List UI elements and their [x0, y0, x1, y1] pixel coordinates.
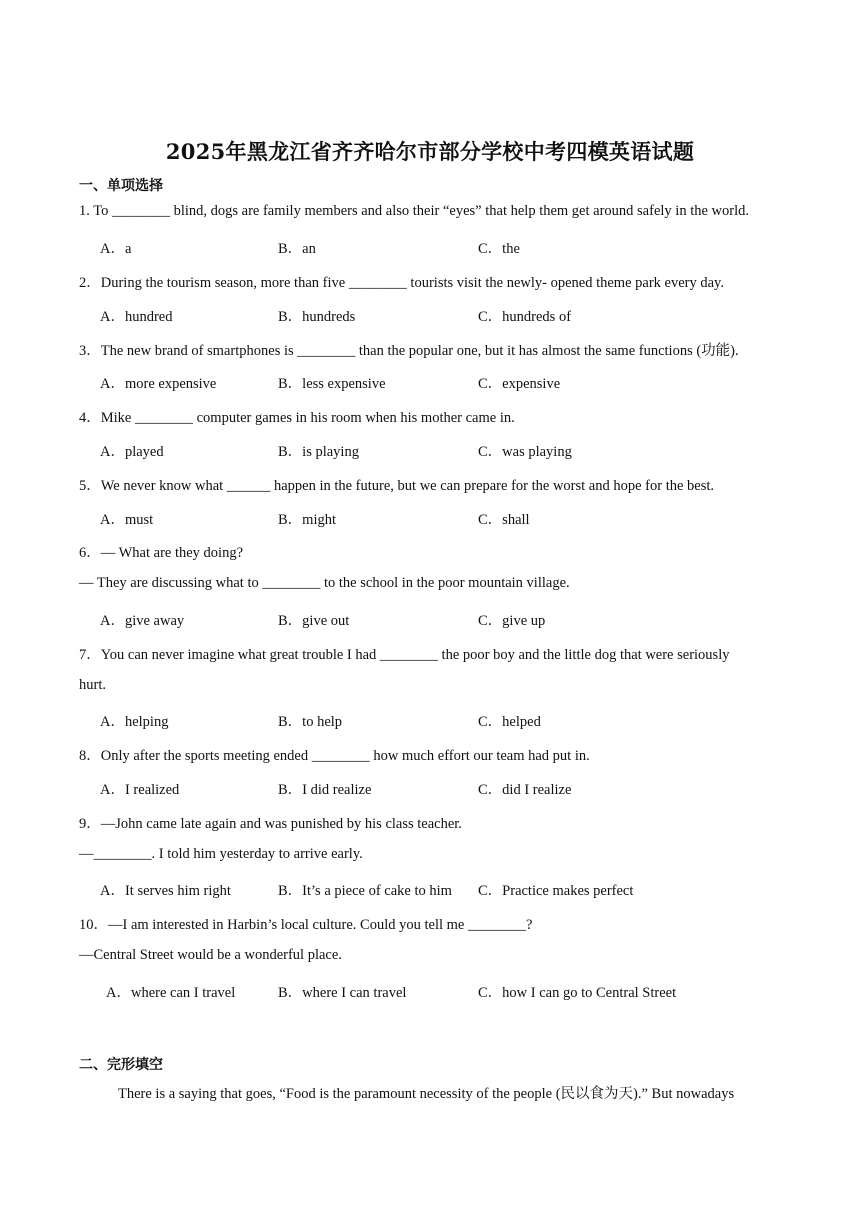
question-4-option-b: B．is playing	[278, 444, 359, 460]
question-10-stem-reply: —Central Street would be a wonderful place.	[79, 947, 342, 963]
question-6-stem: 6．— What are they doing?	[79, 545, 244, 561]
question-1-option-c: C．the	[478, 241, 520, 257]
question-5-option-a: A．must	[100, 512, 154, 528]
question-10-option-c: C．how I can go to Central Street	[478, 985, 677, 1001]
question-6-option-a: A．give away	[100, 613, 185, 629]
question-7-stem: 7．You can never imagine what great trouble I had ________ the poor boy and the little dog that were seriously	[79, 647, 730, 663]
question-5-option-b: B．might	[278, 512, 337, 528]
question-3-option-b: B．less expensive	[278, 376, 386, 392]
question-8-stem: 8．Only after the sports meeting ended ________ how much effort our team had put in.	[79, 748, 590, 764]
question-7-option-a: A．helping	[100, 714, 169, 730]
question-4-option-c: C．was playing	[478, 444, 572, 460]
question-8-option-a: A．I realized	[100, 782, 180, 798]
question-7-stem-continued: hurt.	[79, 677, 106, 693]
question-8-option-c: C．did I realize	[478, 782, 572, 798]
question-10-option-b: B．where I can travel	[278, 985, 407, 1001]
question-2-stem: 2．During the tourism season, more than five ________ tourists visit the newly- opened theme park every day.	[79, 275, 724, 291]
question-7-option-b: B．to help	[278, 714, 343, 730]
question-5-option-c: C．shall	[478, 512, 530, 528]
question-9-stem: 9．—John came late again and was punished by his class teacher.	[79, 816, 462, 832]
question-9-option-b: B．It’s a piece of cake to him	[278, 883, 452, 899]
question-10-option-a: A．where can I travel	[106, 985, 236, 1001]
question-3-stem: 3．The new brand of smartphones is ________ than the popular one, but it has almost the same functions (功能).	[79, 343, 739, 359]
question-1-option-a: A．a	[100, 241, 132, 257]
question-10-stem: 10．—I am interested in Harbin’s local culture. Could you tell me ________?	[79, 917, 533, 933]
question-4-option-a: A．played	[100, 444, 164, 460]
question-6-option-b: B．give out	[278, 613, 350, 629]
cloze-passage-first-line: There is a saying that goes, “Food is the paramount necessity of the people (民以食为天).” But nowadays	[118, 1086, 735, 1102]
question-9-option-a: A．It serves him right	[100, 883, 231, 899]
question-2-option-a: A．hundred	[100, 309, 173, 325]
section-heading-cloze: 二、完形填空	[79, 1057, 163, 1073]
question-9-stem-reply: —________. I told him yesterday to arrive early.	[79, 846, 363, 862]
question-9-option-c: C．Practice makes perfect	[478, 883, 634, 899]
section-heading-single-choice: 一、单项选择	[79, 178, 163, 194]
question-7-option-c: C．helped	[478, 714, 541, 730]
question-5-stem: 5．We never know what ______ happen in the future, but we can prepare for the worst and hope for the best.	[79, 478, 715, 494]
question-1-option-b: B．an	[278, 241, 316, 257]
question-4-stem: 4．Mike ________ computer games in his room when his mother came in.	[79, 410, 515, 426]
question-3-option-a: A．more expensive	[100, 376, 217, 392]
question-1-stem: 1. To ________ blind, dogs are family members and also their “eyes” that help them get around safely in the world.	[79, 203, 749, 219]
question-6-option-c: C．give up	[478, 613, 546, 629]
page-title: 2025年黑龙江省齐齐哈尔市部分学校中考四模英语试题	[165, 139, 695, 164]
question-6-stem-reply: — They are discussing what to ________ to the school in the poor mountain village.	[79, 575, 570, 591]
question-2-option-c: C．hundreds of	[478, 309, 572, 325]
question-2-option-b: B．hundreds	[278, 309, 356, 325]
question-3-option-c: C．expensive	[478, 376, 561, 392]
question-8-option-b: B．I did realize	[278, 782, 372, 798]
